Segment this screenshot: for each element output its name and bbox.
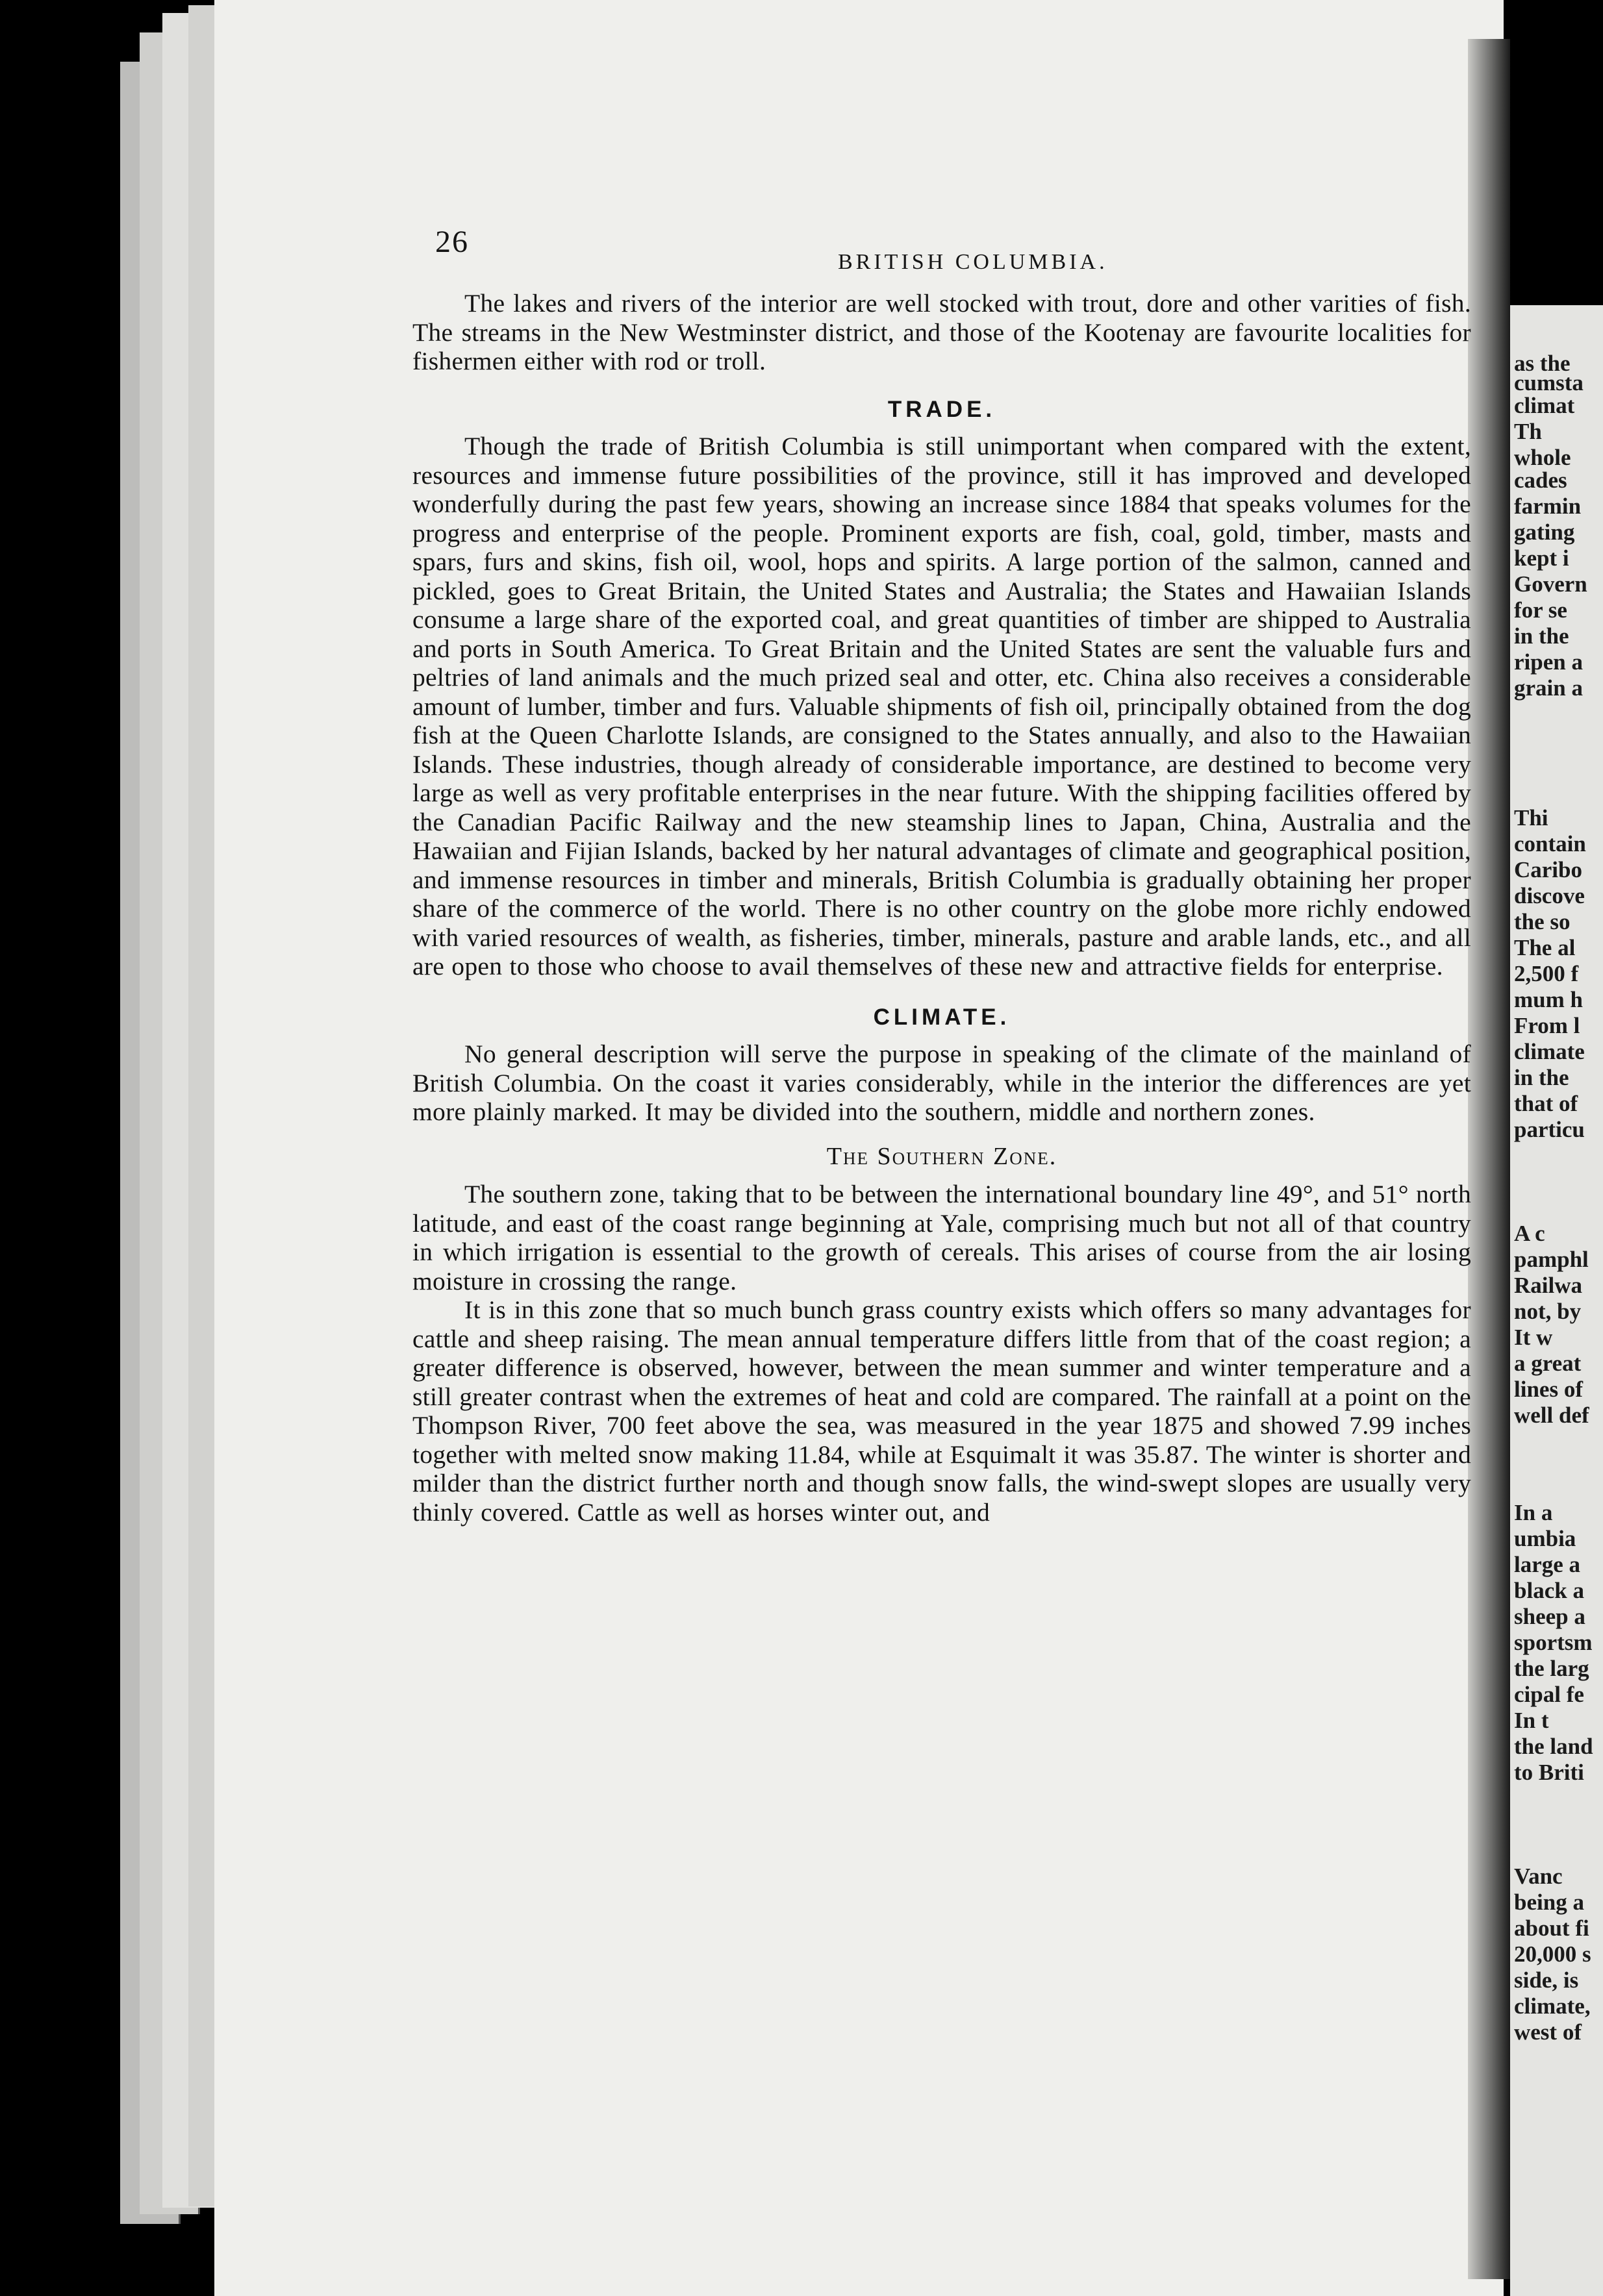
adjacent-page-line: In a bbox=[1514, 1500, 1553, 1525]
running-title: BRITISH COLUMBIA. bbox=[838, 250, 1108, 274]
climate-paragraph: No general description will serve the purpose in speaking of the climate of the mainland of British Columbia. On the coast it varies considerably, while in the interior the differences are yet more plainly marked. It may be divided into the southern, middle and northern zones. bbox=[412, 1040, 1471, 1126]
adjacent-page-line: whole bbox=[1514, 445, 1571, 470]
adjacent-page-line: Th bbox=[1514, 419, 1542, 444]
page-number: 26 bbox=[435, 225, 469, 259]
adjacent-page-line: well def bbox=[1514, 1403, 1589, 1428]
adjacent-page-line: Railwa bbox=[1514, 1273, 1582, 1298]
adjacent-page-line: grain a bbox=[1514, 675, 1583, 701]
adjacent-page-line: climat bbox=[1514, 393, 1575, 418]
adjacent-page-line: cipal fe bbox=[1514, 1682, 1584, 1707]
trade-heading: TRADE. bbox=[887, 396, 996, 422]
adjacent-page-line: to Briti bbox=[1514, 1760, 1584, 1785]
adjacent-page-line: pamphl bbox=[1514, 1247, 1589, 1272]
southern-zone-paragraph: It is in this zone that so much bunch grass country exists which offers so many advantages for cattle and sheep raising. The mean annual temperature differs little from that of the coast region; a greater difference is observed, however, between the mean summer and winter temperature and a still greater contrast when the extremes of heat and cold are compared. The rainfall at a point on the Thompson River, 700 feet above the sea, was measured in the year 1875 and showed 7.99 inches together with melted snow making 11.84, while at Esquimalt it was 35.87. The winter is shorter and milder than the district further north and though snow falls, the wind-swept slopes are usually very thinly covered. Cattle as well as horses winter out, and bbox=[412, 1295, 1471, 1527]
adjacent-page-line: west of bbox=[1514, 2019, 1582, 2045]
adjacent-page-line: gating bbox=[1514, 519, 1575, 545]
adjacent-page-line: contain bbox=[1514, 831, 1586, 856]
adjacent-page-line: ripen a bbox=[1514, 649, 1583, 675]
adjacent-page-line: being a bbox=[1514, 1890, 1584, 1915]
adjacent-page-line: lines of bbox=[1514, 1377, 1583, 1402]
adjacent-page-line: cades bbox=[1514, 468, 1567, 493]
adjacent-page-line: not, by bbox=[1514, 1299, 1582, 1324]
adjacent-page-line: In t bbox=[1514, 1708, 1549, 1733]
climate-heading: CLIMATE. bbox=[873, 1004, 1011, 1030]
adjacent-page-line: in the bbox=[1514, 623, 1569, 649]
adjacent-page-line: side, is bbox=[1514, 1967, 1579, 1993]
adjacent-page-line: kept i bbox=[1514, 545, 1569, 571]
adjacent-page-line: large a bbox=[1514, 1552, 1581, 1577]
adjacent-page-line: cumsta bbox=[1514, 370, 1584, 395]
adjacent-page-line: as the bbox=[1514, 351, 1571, 376]
adjacent-page-line: for se bbox=[1514, 597, 1567, 623]
adjacent-page-line: Caribo bbox=[1514, 857, 1582, 882]
intro-paragraph: The lakes and rivers of the interior are well stocked with trout, dore and other varities of fish. The streams in the New Westminster district, and those of the Kootenay are favourite localities for fishermen either with rod or troll. bbox=[412, 289, 1471, 375]
adjacent-page-line: The al bbox=[1514, 935, 1576, 960]
adjacent-page-line: A c bbox=[1514, 1221, 1545, 1246]
adjacent-page-line: about fi bbox=[1514, 1915, 1589, 1941]
adjacent-page-line: the larg bbox=[1514, 1656, 1589, 1681]
adjacent-page-line: mum h bbox=[1514, 987, 1583, 1012]
adjacent-page-line: that of bbox=[1514, 1091, 1578, 1116]
adjacent-page-line: sheep a bbox=[1514, 1604, 1585, 1629]
southern-zone-paragraph: The southern zone, taking that to be between the international boundary line 49°, and 51° north latitude, and east of the coast range beginning at Yale, comprising much but not all of that country in which irrigation is essential to the growth of cereals. This arises of course from the air losing moisture in crossing the range. bbox=[412, 1180, 1471, 1295]
adjacent-page-line: climate bbox=[1514, 1039, 1585, 1064]
trade-paragraph: Though the trade of British Columbia is still unimportant when compared with the extent, resources and immense future possibilities of the province, still it has improved and developed wonderfully during the past few years, showing an increase since 1884 that speaks volumes for the progress and enterprise of the people. Prominent exports are fish, coal, gold, timber, masts and spars, furs and skins, fish oil, wool, hops and spirits. A large portion of the salmon, canned and pickled, goes to Great Britain, the United States and Australia; the States and Hawaiian Islands consume a large share of the exported coal, and great quantities of timber are shipped to Australia and ports in South America. To Great Britain and the United States are sent the valuable furs and peltries of land animals and the much prized seal and otter, etc. China also receives a considerable amount of lumber, timber and furs. Valuable shipments of fish oil, principally obtained from the dog fish at the Queen Charlotte Islands, are consigned to the States annually, and also to the Hawaiian Islands. These industries, though already of considerable importance, are destined to become very large as well as very profitable enterprises in the near future. With the shipping facilities offered by the Canadian Pacific Railway and the new steamship lines to Japan, China, Australia and the Hawaiian and Fijian Islands, backed by her natural advantages of climate and geographical position, and immense resources in timber and minerals, British Columbia is gradually obtaining her proper share of the commerce of the world. There is no other country on the globe more richly endowed with varied resources of wealth, as fisheries, timber, minerals, pasture and arable lands, etc., and all are open to those who choose to avail themselves of these new and attractive fields for enterprise. bbox=[412, 432, 1471, 980]
adjacent-page-line: From l bbox=[1514, 1013, 1580, 1038]
adjacent-page-line: in the bbox=[1514, 1065, 1569, 1090]
adjacent-page-line: umbia bbox=[1514, 1526, 1576, 1551]
book-gutter bbox=[1468, 39, 1510, 2279]
adjacent-page-line: the so bbox=[1514, 909, 1571, 934]
adjacent-page-line: Vanc bbox=[1514, 1864, 1563, 1889]
adjacent-page-line: 2,500 f bbox=[1514, 961, 1579, 986]
adjacent-page-line: It w bbox=[1514, 1325, 1553, 1350]
adjacent-page-line: particu bbox=[1514, 1117, 1585, 1142]
adjacent-page-line: 20,000 s bbox=[1514, 1941, 1591, 1967]
adjacent-page-line: a great bbox=[1514, 1351, 1582, 1376]
southern-zone-subheading: The Southern Zone. bbox=[826, 1142, 1057, 1170]
adjacent-page-line: Govern bbox=[1514, 571, 1587, 597]
adjacent-page-line: black a bbox=[1514, 1578, 1584, 1603]
adjacent-page bbox=[1510, 305, 1603, 2296]
adjacent-page-line: Thi bbox=[1514, 805, 1548, 830]
page-body bbox=[412, 289, 1471, 1527]
adjacent-page-line: climate, bbox=[1514, 1993, 1591, 2019]
adjacent-page-line: sportsm bbox=[1514, 1630, 1593, 1655]
adjacent-page-line: the land bbox=[1514, 1734, 1593, 1759]
adjacent-page-line: discove bbox=[1514, 883, 1585, 908]
adjacent-page-line: farmin bbox=[1514, 493, 1582, 519]
